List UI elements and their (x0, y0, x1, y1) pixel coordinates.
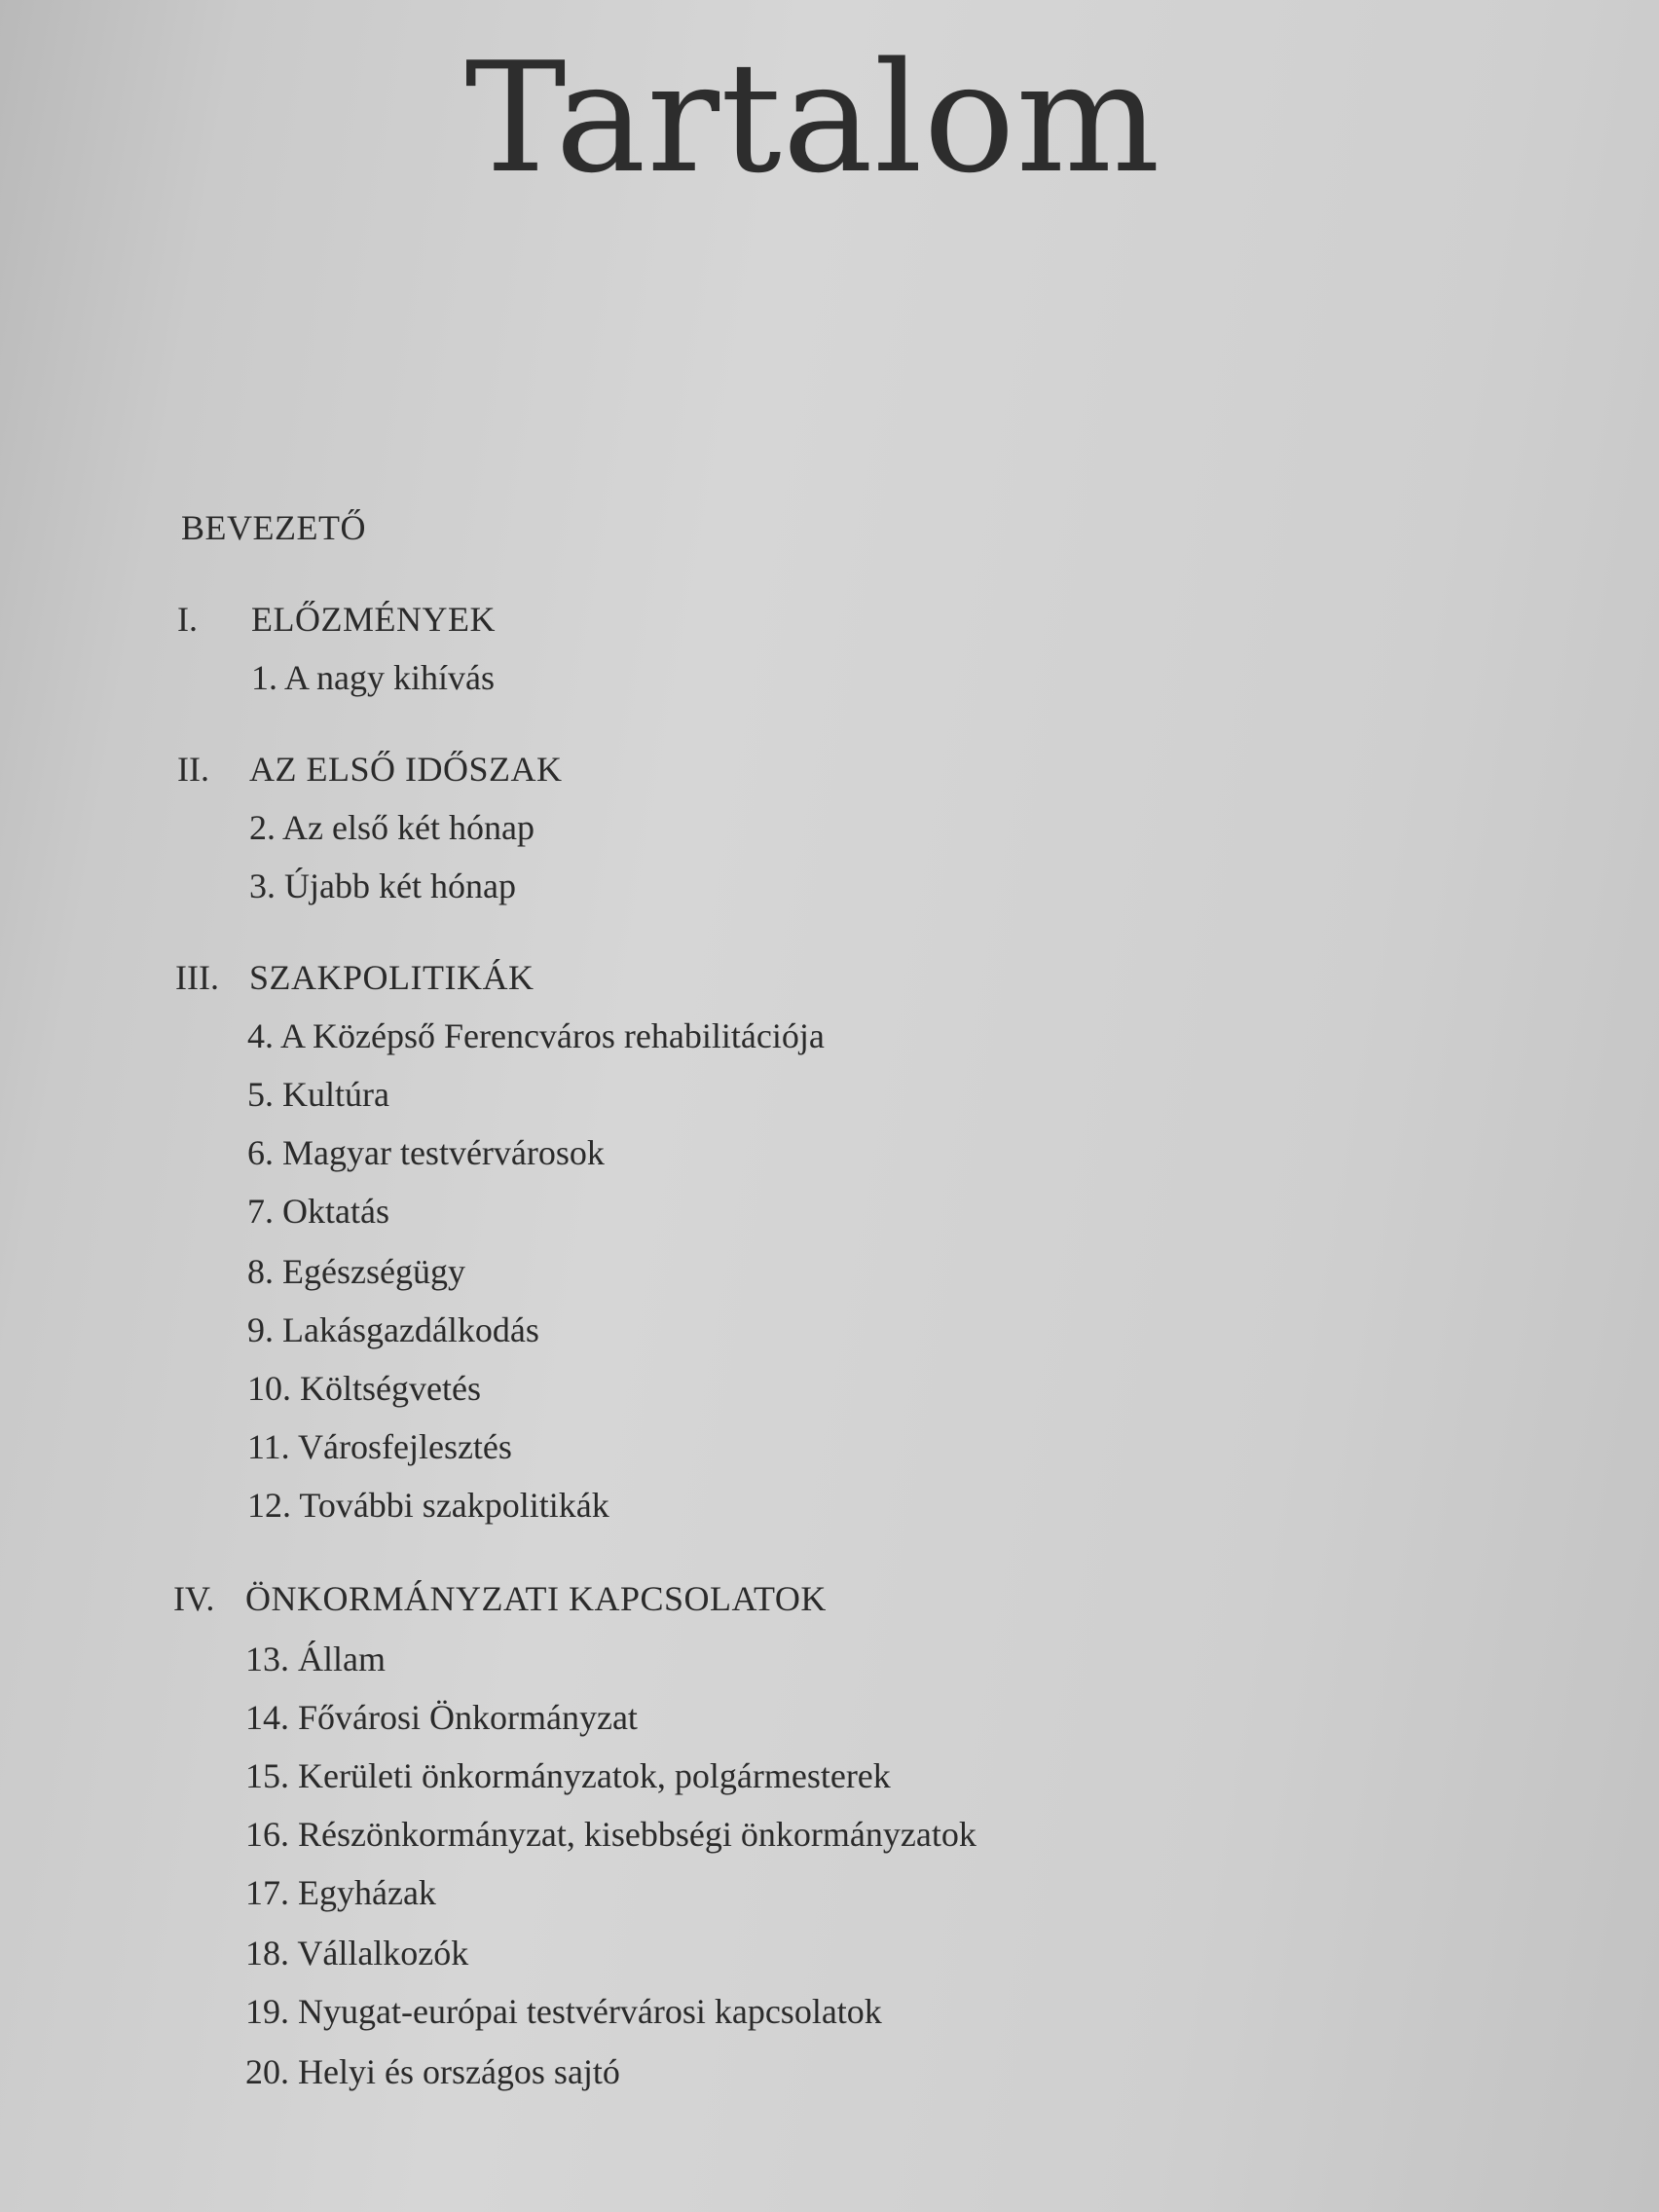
toc-label: 16. Részönkormányzat, kisebbségi önkormányzatok (245, 1815, 977, 1854)
toc-label: 1. A nagy kihívás (251, 658, 495, 697)
toc-label: 18. Vállalkozók (245, 1934, 469, 1972)
part-numeral: II. (177, 750, 209, 789)
toc-label: BEVEZETŐ (181, 508, 366, 547)
part-numeral: IV. (173, 1579, 215, 1618)
toc-label: 4. A Középső Ferencváros rehabilitációja (247, 1016, 825, 1055)
toc-label: 9. Lakásgazdálkodás (247, 1310, 539, 1349)
part-numeral: I. (177, 600, 198, 639)
toc-label: 17. Egyházak (245, 1873, 436, 1912)
toc-label: ÖNKORMÁNYZATI KAPCSOLATOK (245, 1579, 827, 1618)
toc-label: ELŐZMÉNYEK (251, 600, 496, 639)
page-title: Tartalom (464, 29, 1161, 206)
toc-label: 15. Kerületi önkormányzatok, polgármesterek (245, 1756, 891, 1795)
toc-label: 11. Városfejlesztés (247, 1427, 512, 1466)
toc-label: 8. Egészségügy (247, 1252, 465, 1291)
toc-label: 7. Oktatás (247, 1192, 389, 1231)
toc-label: 2. Az első két hónap (249, 808, 535, 847)
part-numeral: III. (175, 958, 219, 997)
toc-label: 19. Nyugat-európai testvérvárosi kapcsolatok (245, 1992, 882, 2031)
toc-label: 13. Állam (245, 1640, 386, 1678)
toc-label: 6. Magyar testvérvárosok (247, 1133, 605, 1172)
toc-label: 20. Helyi és országos sajtó (245, 2052, 620, 2091)
toc-label: 10. Költségvetés (247, 1369, 481, 1408)
toc-label: SZAKPOLITIKÁK (249, 958, 535, 997)
toc-label: 5. Kultúra (247, 1075, 389, 1114)
toc-label: 14. Fővárosi Önkormányzat (245, 1698, 638, 1737)
toc-label: 12. További szakpolitikák (247, 1486, 609, 1525)
toc-label: AZ ELSŐ IDŐSZAK (249, 750, 563, 789)
toc-label: 3. Újabb két hónap (249, 866, 516, 905)
